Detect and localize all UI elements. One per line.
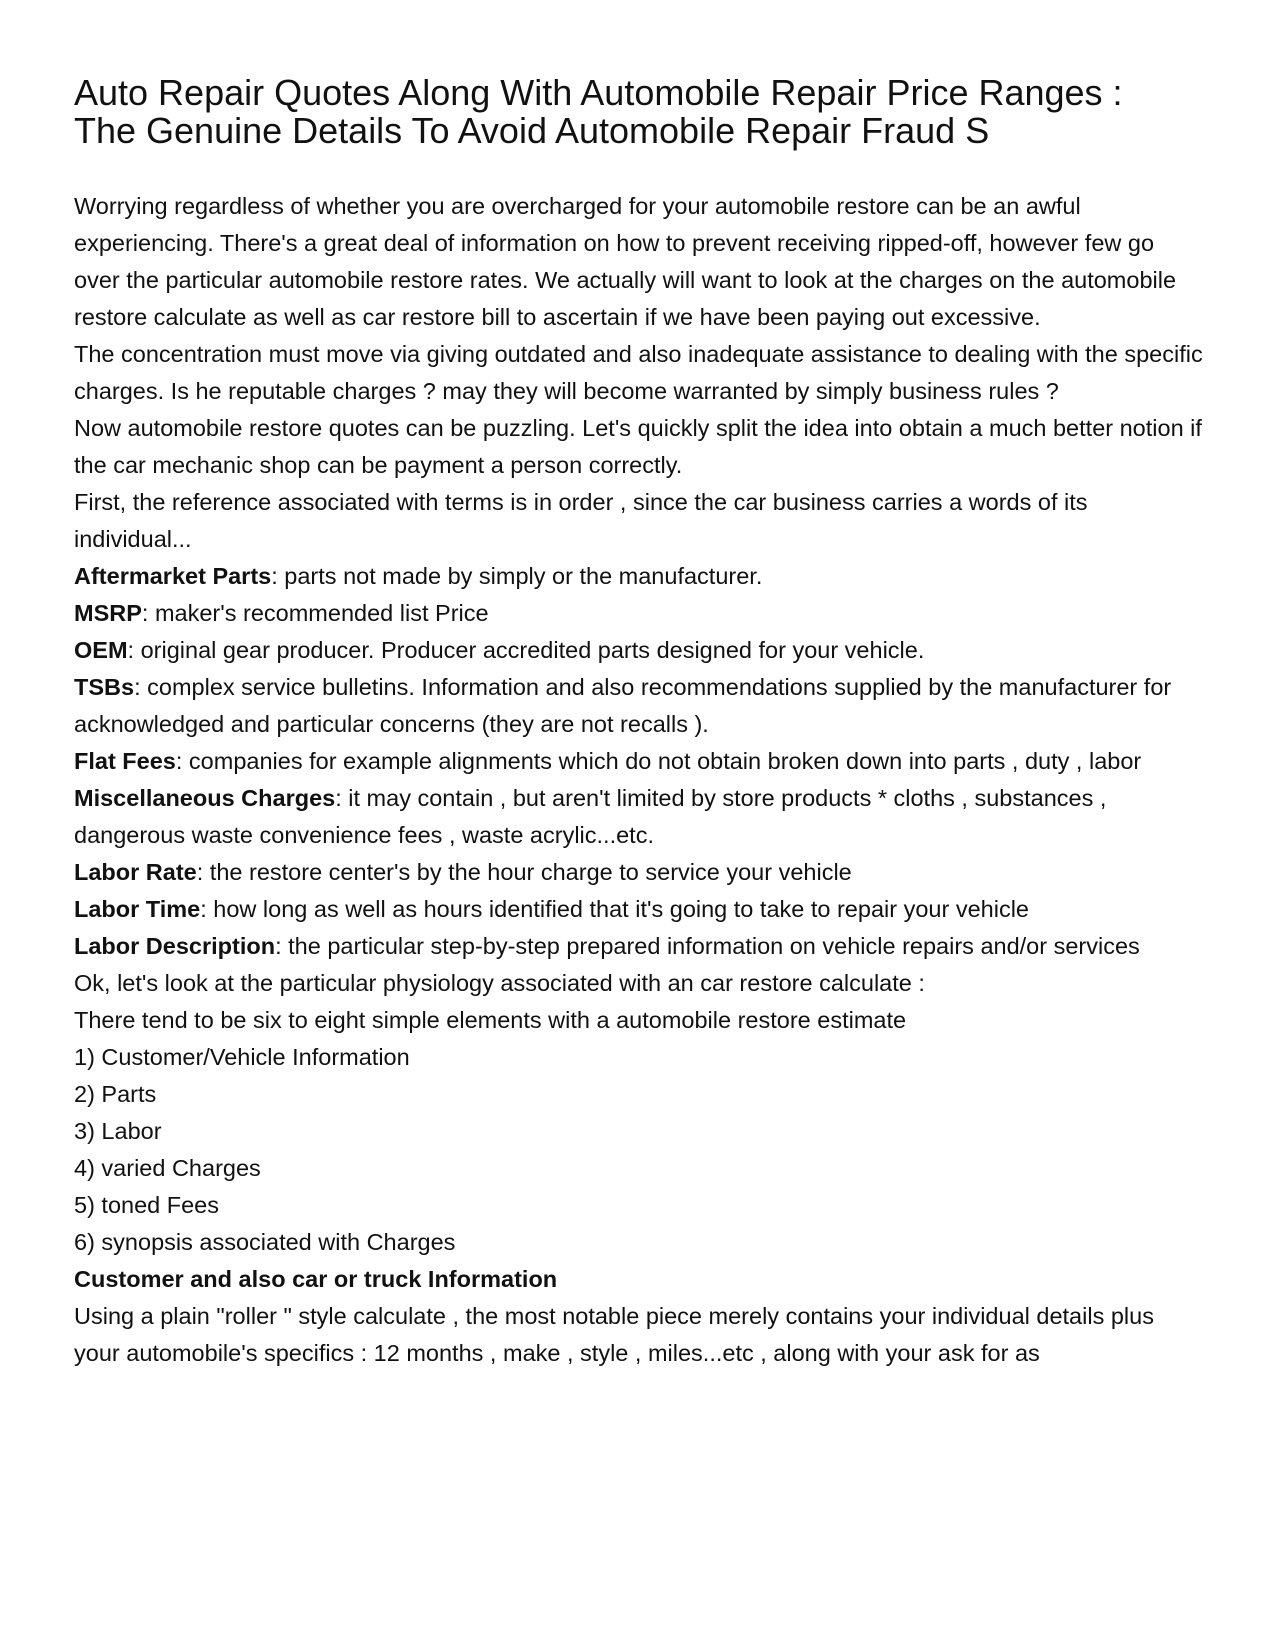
definition-item — [74, 854, 1204, 891]
document-page — [74, 74, 1204, 1372]
definition-item — [74, 595, 1204, 632]
definition-item — [74, 891, 1204, 928]
paragraph: There tend to be six to eight simple elements with a automobile restore estimate — [74, 1007, 907, 1033]
paragraph: Now automobile restore quotes can be puzzling. Let's quickly split the idea into obtain a much better notion if the car mechanic shop can be payment a person correctly. — [74, 415, 1202, 478]
paragraph: Using a plain "roller " style calculate , the most notable piece merely contains your individual details plus your automobile's specifics : 12 months , make , style , miles...etc , along with your ask for as — [74, 1303, 1154, 1366]
list-item: 6) synopsis associated with Charges — [74, 1229, 456, 1255]
paragraph: First, the reference associated with terms is in order , since the car business carries a words of its individual... — [74, 489, 1088, 552]
list-item: 2) Parts — [74, 1081, 157, 1107]
definition-text: : original gear producer. Producer accredited parts designed for your vehicle. — [127, 637, 925, 663]
paragraph: Ok, let's look at the particular physiology associated with an car restore calculate : — [74, 970, 925, 996]
list-item: 5) toned Fees — [74, 1192, 220, 1218]
definition-text: : it may contain , but aren't limited by store products * cloths , substances , dangerous waste convenience fees , waste acrylic...etc. — [74, 785, 1107, 848]
definition-item — [74, 928, 1204, 965]
definition-term: Aftermarket Parts — [74, 563, 272, 589]
list-item: 4) varied Charges — [74, 1155, 261, 1181]
definition-term: TSBs — [74, 674, 135, 700]
definition-text: : companies for example alignments which do not obtain broken down into parts , duty , labor — [175, 748, 1142, 774]
definition-item — [74, 780, 1204, 854]
definition-text: : how long as well as hours identified that it's going to take to repair your vehicle — [200, 896, 1029, 922]
definition-text: : complex service bulletins. Information and also recommendations supplied by the manufacturer for acknowledged and particular concerns (they are not recalls ). — [74, 674, 1172, 737]
list-item: 1) Customer/Vehicle Information — [74, 1044, 410, 1070]
definition-term: Miscellaneous Charges — [74, 785, 336, 811]
definition-term: Labor Description — [74, 933, 276, 959]
definition-term: Labor Time — [74, 896, 201, 922]
definition-item — [74, 669, 1204, 743]
title-line-2: The Genuine Details To Avoid Automobile Repair Fraud S — [74, 110, 990, 151]
document-title — [74, 74, 1204, 150]
paragraph: The concentration must move via giving outdated and also inadequate assistance to dealing with the specific charges. Is he reputable charges ? may they will become warranted by simply business rules ? — [74, 341, 1203, 404]
definition-term: Labor Rate — [74, 859, 197, 885]
definition-text: : the restore center's by the hour charge to service your vehicle — [196, 859, 852, 885]
definition-item — [74, 632, 1204, 669]
definition-term: Flat Fees — [74, 748, 176, 774]
definition-item — [74, 558, 1204, 595]
list-item: 3) Labor — [74, 1118, 162, 1144]
definition-term: OEM — [74, 637, 128, 663]
definition-text: : maker's recommended list Price — [141, 600, 489, 626]
definition-text: : the particular step-by-step prepared information on vehicle repairs and/or services — [275, 933, 1140, 959]
title-line-1: Auto Repair Quotes Along With Automobile Repair Price Ranges : — [74, 72, 1123, 113]
section-heading: Customer and also car or truck Information — [74, 1266, 558, 1292]
paragraph: Worrying regardless of whether you are overcharged for your automobile restore can be an awful experiencing. There's a great deal of information on how to prevent receiving ripped-off, however few go over the particular automobile restore rates. We actually will want to look at the charges on the automobile restore calculate as well as car restore bill to ascertain if we have been paying out excessive. — [74, 193, 1177, 330]
definition-text: : parts not made by simply or the manufacturer. — [271, 563, 763, 589]
definition-item — [74, 743, 1204, 780]
document-body — [74, 188, 1204, 1372]
definition-term: MSRP — [74, 600, 142, 626]
